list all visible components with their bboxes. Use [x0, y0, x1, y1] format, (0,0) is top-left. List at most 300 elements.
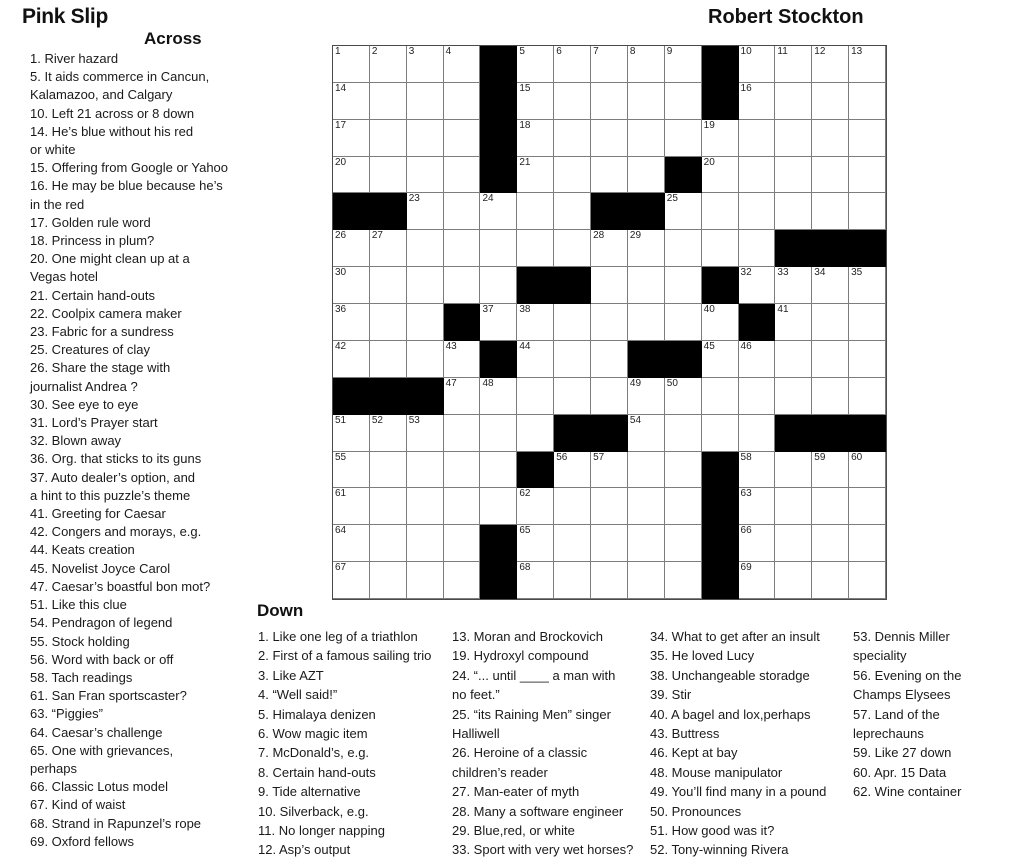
- grid-cell[interactable]: [554, 230, 591, 267]
- grid-cell[interactable]: [444, 525, 481, 562]
- cell-number: 34: [814, 267, 826, 279]
- grid-cell[interactable]: [812, 525, 849, 562]
- clue-line: 63. “Piggies”: [30, 706, 103, 722]
- cell-number: 42: [335, 340, 347, 352]
- grid-cell[interactable]: [665, 193, 702, 230]
- grid-cell[interactable]: [775, 46, 812, 83]
- clue-line: 1. River hazard: [30, 51, 119, 66]
- grid-cell[interactable]: [739, 120, 776, 157]
- grid-cell[interactable]: [444, 230, 481, 267]
- grid-cell[interactable]: [554, 341, 591, 378]
- grid-cell[interactable]: [812, 341, 849, 378]
- grid-cell[interactable]: [775, 304, 812, 341]
- clue-line: 30. See eye to eye: [30, 396, 139, 412]
- clue-line: 61. San Fran sportscaster?: [30, 688, 187, 704]
- grid-cell[interactable]: [554, 193, 591, 230]
- grid-cell[interactable]: [702, 230, 739, 267]
- cell-number: 18: [519, 119, 531, 131]
- clue-line: 65. One with grievances,: [30, 742, 174, 758]
- grid-cell[interactable]: [775, 157, 812, 194]
- grid-cell[interactable]: [849, 378, 886, 415]
- grid-cell-black: [849, 415, 886, 452]
- grid-cell[interactable]: [444, 120, 481, 157]
- clue-line: Halliwell: [452, 726, 500, 742]
- grid-cell[interactable]: [333, 304, 370, 341]
- grid-cell[interactable]: [739, 415, 776, 452]
- grid-cell[interactable]: [407, 341, 444, 378]
- grid-cell[interactable]: [849, 525, 886, 562]
- grid-cell[interactable]: [665, 415, 702, 452]
- clue-line: journalist Andrea ?: [30, 378, 138, 394]
- grid-cell[interactable]: [444, 562, 481, 599]
- cell-number: 63: [740, 488, 752, 500]
- grid-cell-black: [702, 488, 739, 525]
- cell-number: 50: [666, 377, 678, 389]
- clue-line: 42. Congers and morays, e.g.: [30, 524, 202, 540]
- grid-cell[interactable]: [812, 157, 849, 194]
- cell-number: 14: [335, 82, 347, 94]
- clue-line: 53. Dennis Miller: [853, 629, 950, 644]
- grid-cell[interactable]: [849, 120, 886, 157]
- grid-cell[interactable]: [554, 46, 591, 83]
- clue-line: 9. Tide alternative: [258, 784, 361, 800]
- clue-line: 66. Classic Lotus model: [30, 779, 169, 795]
- grid-cell[interactable]: [370, 525, 407, 562]
- grid-cell[interactable]: [628, 378, 665, 415]
- grid-cell[interactable]: [407, 415, 444, 452]
- cell-number: 28: [593, 230, 605, 242]
- cell-number: 6: [556, 46, 562, 57]
- cell-number: 45: [703, 340, 715, 352]
- grid-cell[interactable]: [739, 341, 776, 378]
- grid-cell[interactable]: [407, 525, 444, 562]
- grid-cell[interactable]: [370, 415, 407, 452]
- grid-cell[interactable]: [407, 230, 444, 267]
- grid-cell-black: [628, 193, 665, 230]
- grid-cell[interactable]: [702, 157, 739, 194]
- grid-cell[interactable]: [628, 46, 665, 83]
- grid-cell[interactable]: [407, 157, 444, 194]
- grid-cell[interactable]: [591, 488, 628, 525]
- cell-number: 15: [519, 82, 531, 94]
- cell-number: 59: [814, 451, 826, 463]
- grid-cell[interactable]: [591, 157, 628, 194]
- clue-line: 12. Asp’s output: [258, 842, 351, 858]
- clue-line: 26. Share the stage with: [30, 360, 171, 376]
- grid-cell[interactable]: [480, 230, 517, 267]
- grid-cell[interactable]: [370, 562, 407, 599]
- cell-number: 23: [408, 193, 420, 205]
- grid-cell[interactable]: [407, 83, 444, 120]
- grid-cell[interactable]: [517, 341, 554, 378]
- grid-cell[interactable]: [333, 341, 370, 378]
- grid-cell[interactable]: [739, 157, 776, 194]
- grid-cell[interactable]: [591, 452, 628, 489]
- grid-cell[interactable]: [628, 230, 665, 267]
- cell-number: 26: [335, 230, 347, 242]
- grid-cell[interactable]: [665, 267, 702, 304]
- clue-line: 1. Like one leg of a triathlon: [258, 629, 418, 644]
- grid-cell[interactable]: [444, 46, 481, 83]
- grid-cell[interactable]: [370, 230, 407, 267]
- clue-line: 24. “... until ____ a man with: [452, 667, 616, 683]
- grid-cell[interactable]: [517, 230, 554, 267]
- grid-cell[interactable]: [739, 562, 776, 599]
- grid-cell[interactable]: [812, 562, 849, 599]
- grid-cell[interactable]: [554, 304, 591, 341]
- clue-line: 32. Blown away: [30, 433, 122, 449]
- grid-cell[interactable]: [775, 193, 812, 230]
- clue-line: 15. Offering from Google or Yahoo: [30, 160, 229, 176]
- page-title: Pink Slip: [22, 5, 108, 28]
- cell-number: 41: [777, 304, 789, 316]
- grid-cell[interactable]: [407, 562, 444, 599]
- grid-cell[interactable]: [407, 452, 444, 489]
- clue-line: 4. “Well said!”: [258, 687, 338, 703]
- cell-number: 62: [519, 488, 531, 500]
- grid-cell[interactable]: [480, 415, 517, 452]
- grid-cell[interactable]: [775, 562, 812, 599]
- grid-cell[interactable]: [739, 230, 776, 267]
- grid-cell[interactable]: [554, 378, 591, 415]
- grid-cell[interactable]: [775, 525, 812, 562]
- clue-line: 41. Greeting for Caesar: [30, 506, 166, 522]
- grid-cell[interactable]: [517, 488, 554, 525]
- clue-line: 54. Pendragon of legend: [30, 615, 173, 631]
- clue-line: 16. He may be blue because he’s: [30, 178, 223, 194]
- grid-cell[interactable]: [628, 525, 665, 562]
- grid-cell[interactable]: [665, 452, 702, 489]
- grid-cell[interactable]: [333, 267, 370, 304]
- clue-line: 60. Apr. 15 Data: [853, 764, 947, 780]
- clue-line: 67. Kind of waist: [30, 797, 126, 813]
- grid-cell[interactable]: [849, 488, 886, 525]
- cell-number: 20: [703, 156, 715, 168]
- cell-number: 64: [335, 525, 347, 537]
- grid-cell[interactable]: [849, 562, 886, 599]
- grid-cell[interactable]: [628, 562, 665, 599]
- clue-line: 25. Creatures of clay: [30, 342, 150, 358]
- grid-cell[interactable]: [628, 120, 665, 157]
- cell-number: 37: [482, 304, 494, 316]
- grid-cell-black: [775, 415, 812, 452]
- grid-cell[interactable]: [702, 193, 739, 230]
- grid-cell[interactable]: [407, 46, 444, 83]
- crossword-grid: [332, 45, 887, 600]
- clue-line: 23. Fabric for a sundress: [30, 324, 174, 340]
- grid-cell[interactable]: [480, 193, 517, 230]
- grid-cell[interactable]: [480, 452, 517, 489]
- grid-cell[interactable]: [480, 304, 517, 341]
- grid-cell[interactable]: [517, 378, 554, 415]
- grid-cell[interactable]: [591, 525, 628, 562]
- grid-cell[interactable]: [370, 267, 407, 304]
- grid-cell[interactable]: [665, 304, 702, 341]
- grid-cell[interactable]: [775, 341, 812, 378]
- grid-cell[interactable]: [407, 267, 444, 304]
- clue-line: 22. Coolpix camera maker: [30, 305, 182, 321]
- grid-cell[interactable]: [591, 304, 628, 341]
- grid-cell[interactable]: [480, 267, 517, 304]
- grid-cell[interactable]: [554, 525, 591, 562]
- grid-cell[interactable]: [444, 193, 481, 230]
- grid-cell[interactable]: [517, 304, 554, 341]
- grid-cell[interactable]: [591, 562, 628, 599]
- grid-cell[interactable]: [554, 562, 591, 599]
- grid-cell[interactable]: [333, 157, 370, 194]
- grid-cell[interactable]: [517, 562, 554, 599]
- grid-cell-black: [591, 193, 628, 230]
- grid-cell[interactable]: [628, 488, 665, 525]
- grid-cell[interactable]: [333, 488, 370, 525]
- grid-cell[interactable]: [849, 46, 886, 83]
- grid-cell[interactable]: [407, 304, 444, 341]
- grid-cell[interactable]: [591, 267, 628, 304]
- grid-cell[interactable]: [702, 378, 739, 415]
- cell-number: 65: [519, 525, 531, 537]
- grid-cell[interactable]: [370, 120, 407, 157]
- grid-cell[interactable]: [665, 378, 702, 415]
- grid-cell-black: [480, 46, 517, 83]
- cell-number: 60: [851, 451, 863, 463]
- grid-cell[interactable]: [812, 193, 849, 230]
- grid-cell[interactable]: [554, 488, 591, 525]
- clue-line: a hint to this puzzle’s theme: [30, 487, 191, 503]
- clue-line: 40. A bagel and lox,perhaps: [650, 706, 811, 722]
- grid-cell[interactable]: [775, 488, 812, 525]
- grid-cell[interactable]: [812, 120, 849, 157]
- grid-cell[interactable]: [739, 46, 776, 83]
- grid-cell[interactable]: [812, 267, 849, 304]
- grid-cell-black: [517, 267, 554, 304]
- grid-cell[interactable]: [702, 304, 739, 341]
- grid-cell[interactable]: [849, 193, 886, 230]
- cell-number: 44: [519, 340, 531, 352]
- grid-cell[interactable]: [812, 304, 849, 341]
- clue-line: Champs Elysees: [853, 687, 951, 703]
- cell-number: 69: [740, 562, 752, 574]
- grid-cell[interactable]: [628, 267, 665, 304]
- clue-line: 64. Caesar’s challenge: [30, 724, 163, 740]
- grid-cell[interactable]: [775, 267, 812, 304]
- grid-cell[interactable]: [812, 83, 849, 120]
- grid-cell[interactable]: [739, 525, 776, 562]
- grid-cell[interactable]: [444, 378, 481, 415]
- grid-cell[interactable]: [849, 157, 886, 194]
- grid-cell[interactable]: [739, 193, 776, 230]
- clue-line: 58. Tach readings: [30, 669, 133, 685]
- clue-line: 8. Certain hand-outs: [258, 764, 376, 780]
- grid-cell[interactable]: [665, 120, 702, 157]
- grid-cell-black: [849, 230, 886, 267]
- grid-cell[interactable]: [407, 120, 444, 157]
- grid-cell[interactable]: [333, 525, 370, 562]
- grid-cell[interactable]: [517, 193, 554, 230]
- grid-cell[interactable]: [702, 120, 739, 157]
- clue-line: 48. Mouse manipulator: [650, 764, 783, 780]
- clue-line: 25. “its Raining Men” singer: [452, 706, 611, 722]
- grid-cell[interactable]: [665, 83, 702, 120]
- grid-cell[interactable]: [407, 193, 444, 230]
- grid-cell[interactable]: [775, 378, 812, 415]
- grid-cell[interactable]: [444, 415, 481, 452]
- grid-cell[interactable]: [333, 415, 370, 452]
- grid-cell[interactable]: [591, 83, 628, 120]
- grid-cell[interactable]: [591, 120, 628, 157]
- grid-cell[interactable]: [370, 157, 407, 194]
- grid-cell[interactable]: [665, 230, 702, 267]
- grid-cell[interactable]: [812, 488, 849, 525]
- cell-number: 46: [740, 340, 752, 352]
- grid-cell[interactable]: [333, 230, 370, 267]
- grid-cell[interactable]: [628, 415, 665, 452]
- grid-cell[interactable]: [517, 120, 554, 157]
- cell-number: 55: [335, 451, 347, 463]
- grid-cell[interactable]: [739, 488, 776, 525]
- grid-cell[interactable]: [333, 46, 370, 83]
- grid-cell[interactable]: [444, 452, 481, 489]
- grid-cell-black: [333, 378, 370, 415]
- grid-cell[interactable]: [370, 83, 407, 120]
- grid-cell[interactable]: [628, 304, 665, 341]
- grid-cell[interactable]: [849, 452, 886, 489]
- clue-line: speciality: [853, 648, 907, 664]
- cell-number: 20: [335, 156, 347, 168]
- clue-line: 38. Unchangeable storadge: [650, 667, 810, 683]
- across-heading: Across: [144, 29, 202, 48]
- cell-number: 9: [666, 46, 673, 57]
- grid-cell[interactable]: [444, 267, 481, 304]
- grid-cell[interactable]: [444, 83, 481, 120]
- grid-cell-black: [333, 193, 370, 230]
- grid-cell-black: [775, 230, 812, 267]
- grid-cell[interactable]: [702, 341, 739, 378]
- grid-cell[interactable]: [775, 120, 812, 157]
- grid-cell[interactable]: [849, 267, 886, 304]
- grid-cell[interactable]: [333, 83, 370, 120]
- grid-cell[interactable]: [591, 341, 628, 378]
- clue-line: 19. Hydroxyl compound: [452, 648, 589, 664]
- grid-cell[interactable]: [628, 157, 665, 194]
- grid-cell[interactable]: [665, 46, 702, 83]
- grid-cell[interactable]: [554, 83, 591, 120]
- cell-number: 56: [556, 451, 568, 463]
- grid-cell[interactable]: [444, 341, 481, 378]
- grid-cell-black: [480, 157, 517, 194]
- clue-line: 59. Like 27 down: [853, 745, 952, 761]
- grid-cell-black: [702, 267, 739, 304]
- grid-cell-black: [407, 378, 444, 415]
- grid-cell[interactable]: [370, 488, 407, 525]
- clue-line: 35. He loved Lucy: [650, 648, 755, 664]
- cell-number: 35: [851, 267, 863, 279]
- grid-cell[interactable]: [591, 46, 628, 83]
- author-name: Robert Stockton: [708, 6, 864, 28]
- grid-cell-black: [480, 83, 517, 120]
- clue-line: 3. Like AZT: [258, 667, 324, 683]
- grid-cell-black: [554, 415, 591, 452]
- clue-line: or white: [30, 142, 76, 158]
- cell-number: 8: [629, 46, 636, 57]
- cell-number: 2: [371, 46, 378, 57]
- grid-cell[interactable]: [370, 452, 407, 489]
- cell-number: 61: [335, 488, 347, 500]
- grid-cell[interactable]: [849, 341, 886, 378]
- grid-cell[interactable]: [665, 488, 702, 525]
- clue-line: in the red: [30, 196, 85, 212]
- grid-cell[interactable]: [444, 157, 481, 194]
- grid-cell-black: [665, 341, 702, 378]
- grid-cell[interactable]: [628, 83, 665, 120]
- grid-cell[interactable]: [739, 452, 776, 489]
- grid-cell[interactable]: [739, 267, 776, 304]
- grid-cell-black: [812, 230, 849, 267]
- cell-number: 49: [629, 377, 642, 389]
- grid-cell[interactable]: [517, 415, 554, 452]
- clue-line: 62. Wine container: [853, 784, 962, 800]
- clue-line: 49. You’ll find many in a pound: [650, 784, 827, 800]
- grid-cell[interactable]: [333, 120, 370, 157]
- grid-cell[interactable]: [370, 46, 407, 83]
- grid-cell[interactable]: [480, 378, 517, 415]
- clue-line: 18. Princess in plum?: [30, 233, 155, 249]
- grid-cell[interactable]: [517, 46, 554, 83]
- grid-cell[interactable]: [517, 157, 554, 194]
- grid-cell[interactable]: [554, 452, 591, 489]
- grid-cell[interactable]: [665, 562, 702, 599]
- grid-cell[interactable]: [554, 157, 591, 194]
- grid-cell[interactable]: [444, 488, 481, 525]
- grid-cell[interactable]: [517, 83, 554, 120]
- grid-cell[interactable]: [849, 83, 886, 120]
- grid-cell[interactable]: [812, 46, 849, 83]
- grid-cell[interactable]: [739, 378, 776, 415]
- grid-cell[interactable]: [702, 415, 739, 452]
- grid-cell[interactable]: [665, 525, 702, 562]
- clue-line: 26. Heroine of a classic: [452, 745, 588, 761]
- clue-line: 56. Evening on the: [853, 667, 962, 683]
- grid-cell-black: [628, 341, 665, 378]
- cell-number: 7: [593, 46, 599, 57]
- grid-cell[interactable]: [628, 452, 665, 489]
- grid-cell[interactable]: [812, 452, 849, 489]
- clue-line: 5. Himalaya denizen: [258, 706, 376, 722]
- grid-cell[interactable]: [333, 452, 370, 489]
- grid-cell[interactable]: [370, 304, 407, 341]
- cell-number: 57: [593, 451, 605, 463]
- grid-cell[interactable]: [775, 452, 812, 489]
- grid-cell[interactable]: [517, 525, 554, 562]
- down-clues-column-3: [650, 627, 826, 860]
- grid-cell[interactable]: [554, 120, 591, 157]
- grid-cell[interactable]: [407, 488, 444, 525]
- cell-number: 40: [703, 304, 715, 316]
- grid-cell[interactable]: [333, 562, 370, 599]
- grid-cell-black: [480, 120, 517, 157]
- grid-cell[interactable]: [370, 341, 407, 378]
- grid-cell[interactable]: [591, 230, 628, 267]
- grid-cell[interactable]: [739, 83, 776, 120]
- clue-line: 7. McDonald’s, e.g.: [258, 745, 370, 761]
- grid-cell[interactable]: [849, 304, 886, 341]
- grid-cell[interactable]: [591, 378, 628, 415]
- cell-number: 58: [740, 451, 752, 463]
- grid-cell[interactable]: [775, 83, 812, 120]
- grid-cell[interactable]: [812, 378, 849, 415]
- grid-cell[interactable]: [480, 488, 517, 525]
- cell-number: 53: [408, 414, 420, 426]
- clue-line: 5. It aids commerce in Cancun,: [30, 69, 210, 85]
